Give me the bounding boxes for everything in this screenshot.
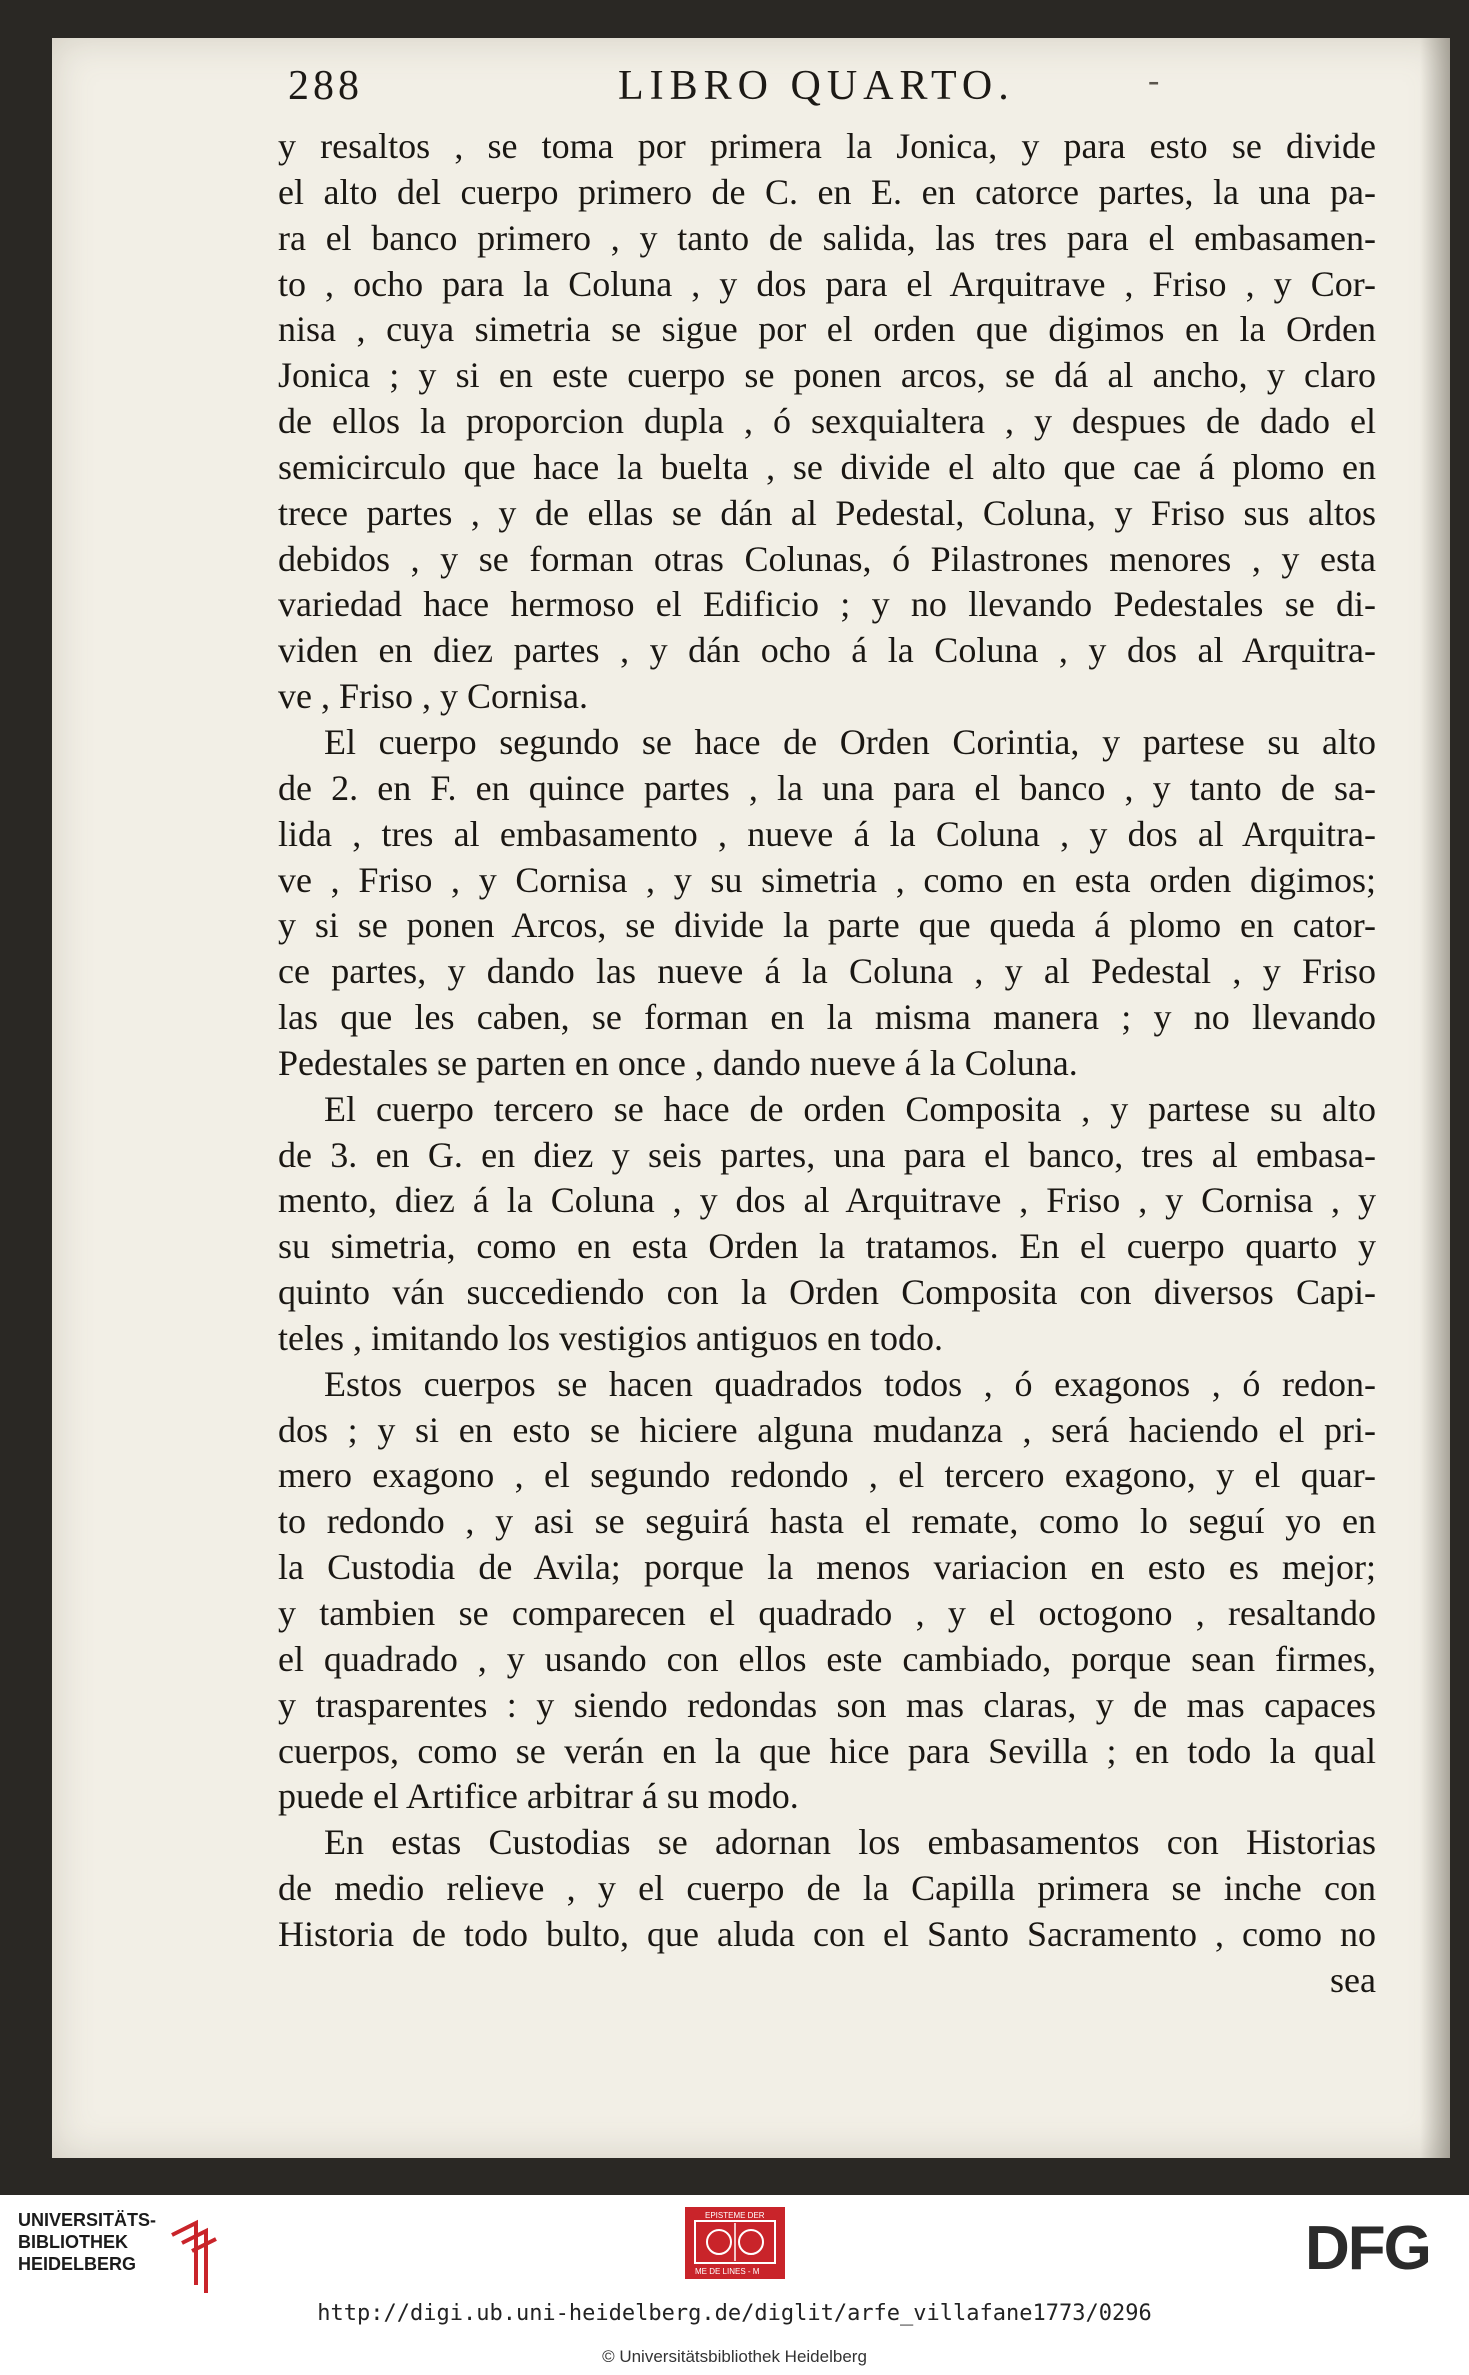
text-line: teles , imitando los vestigios antiguos en todo. (278, 1317, 943, 1358)
text-line: y tambien se comparecen el quadrado , y el octogono , resaltando (278, 1593, 1376, 1633)
text-line: la Custodia de Avila; porque la menos variacion en esto es mejor; (278, 1547, 1376, 1588)
episteme-emblem (685, 2207, 785, 2279)
library-name-line3: HEIDELBERG (18, 2254, 137, 2274)
text-line: ve , Friso , y Cornisa , y su simetria , como en esta orden digimos; (278, 859, 1376, 900)
text-line: lida , tres al embasamento , nueve á la Coluna , y dos al Arquitra- (278, 813, 1376, 854)
text-line: Estos cuerpos se hacen quadrados todos , ó exagonos , ó redon- (324, 1363, 1376, 1404)
text-line: de 2. en F. en quince partes , la una para el banco , y tanto de sa- (278, 767, 1376, 808)
text-line: de ellos la proporcion dupla , ó sexquialtera , y despues de dado el (278, 401, 1376, 442)
text-line: mento, diez á la Coluna , y dos al Arquitrave , Friso , y Cornisa , y (278, 1180, 1376, 1221)
text-line: cuerpos, como se verán en la que hice para Sevilla ; en todo la qual (278, 1730, 1376, 1771)
text-line: dos ; y si en esto se hiciere alguna mudanza , será haciendo el pri- (278, 1409, 1376, 1450)
library-name-line2: BIBLIOTHEK (18, 2232, 128, 2252)
university-library-logo[interactable] (18, 2209, 238, 2299)
text-line: variedad hace hermoso el Edificio ; y no llevando Pedestales se di- (278, 584, 1376, 625)
running-head: LIBRO QUARTO. (618, 63, 1015, 109)
text-line: de 3. en G. en diez y seis partes, una para el banco, tres al embasa- (278, 1134, 1376, 1175)
text-line: Pedestales se parten en once , dando nueve á la Coluna. (278, 1042, 1078, 1083)
text-line: semicirculo que hace la buelta , se divide el alto que cae á plomo en (278, 446, 1376, 487)
page-number: 288 (288, 63, 363, 109)
text-line: nisa , cuya simetria se sigue por el orden que digimos en la Orden (278, 309, 1376, 350)
emblem-bottom-text: ME DE LINES - M (695, 2267, 760, 2276)
dfg-logo[interactable]: DFG (1305, 2214, 1430, 2283)
text-line: debidos , y se forman otras Colunas, ó Pilastrones menores , y esta (278, 538, 1376, 579)
head-mark: - (1148, 62, 1164, 99)
sheet-shadow (1420, 38, 1450, 2158)
text-line: to redondo , y asi se seguirá hasta el remate, como lo seguí yo en (278, 1501, 1376, 1542)
copyright-notice: © Universitätsbibliothek Heidelberg (602, 2347, 867, 2366)
library-emblem-icon (166, 2215, 218, 2297)
page-header (288, 62, 1368, 122)
text-line: puede el Artifice arbitrar á su modo. (278, 1776, 799, 1817)
text-line: y trasparentes : y siendo redondas son mas claras, y de mas capaces (278, 1684, 1376, 1725)
emblem-top-text: EPISTEME DER (705, 2211, 765, 2220)
text-line: su simetria, como en esta Orden la tratamos. En el cuerpo quarto y (278, 1226, 1376, 1267)
library-name-line1: UNIVERSITÄTS- (18, 2210, 157, 2230)
text-line: mero exagono , el segundo redondo , el tercero exagono, y el quar- (278, 1455, 1376, 1496)
permalink-url[interactable]: http://digi.ub.uni-heidelberg.de/diglit/arfe_villafane1773/0296 (317, 2301, 1152, 2326)
text-line: ra el banco primero , y tanto de salida, las tres para el embasamen- (278, 217, 1376, 258)
text-line: Jonica ; y si en este cuerpo se ponen arcos, se dá al ancho, y claro (278, 355, 1376, 396)
text-line: El cuerpo segundo se hace de Orden Corintia, y partese su alto (324, 721, 1376, 762)
text-line: ve , Friso , y Cornisa. (278, 676, 588, 717)
text-line: quinto ván succediendo con la Orden Composita con diversos Capi- (278, 1272, 1376, 1313)
text-line: y si se ponen Arcos, se divide la parte que queda á plomo en cator- (278, 905, 1376, 946)
text-line: Historia de todo bulto, que aluda con el Santo Sacramento , como no (278, 1913, 1376, 1954)
text-line: to , ocho para la Coluna , y dos para el Arquitrave , Friso , y Cor- (278, 263, 1376, 304)
text-line: En estas Custodias se adornan los embasamentos con Historias (324, 1822, 1376, 1863)
footer (0, 2195, 1469, 2375)
text-line: y resaltos , se toma por primera la Jonica, y para esto se divide (278, 126, 1376, 166)
catchword: sea (1330, 1959, 1376, 2000)
text-line: El cuerpo tercero se hace de orden Composita , y partese su alto (324, 1088, 1376, 1129)
text-line: de medio relieve , y el cuerpo de la Capilla primera se inche con (278, 1868, 1376, 1909)
text-line: el alto del cuerpo primero de C. en E. en catorce partes, la una pa- (278, 171, 1376, 212)
text-line: ce partes, y dando las nueve á la Coluna , y al Pedestal , y Friso (278, 951, 1376, 992)
body-text (278, 124, 1376, 2004)
text-line: el quadrado , y usando con ellos este cambiado, porque sean firmes, (278, 1638, 1376, 1679)
text-line: viden en diez partes , y dán ocho á la Coluna , y dos al Arquitra- (278, 630, 1376, 671)
text-line: las que les caben, se forman en la misma manera ; y no llevando (278, 997, 1376, 1038)
text-line: trece partes , y de ellas se dán al Pedestal, Coluna, y Friso sus altos (278, 492, 1376, 533)
